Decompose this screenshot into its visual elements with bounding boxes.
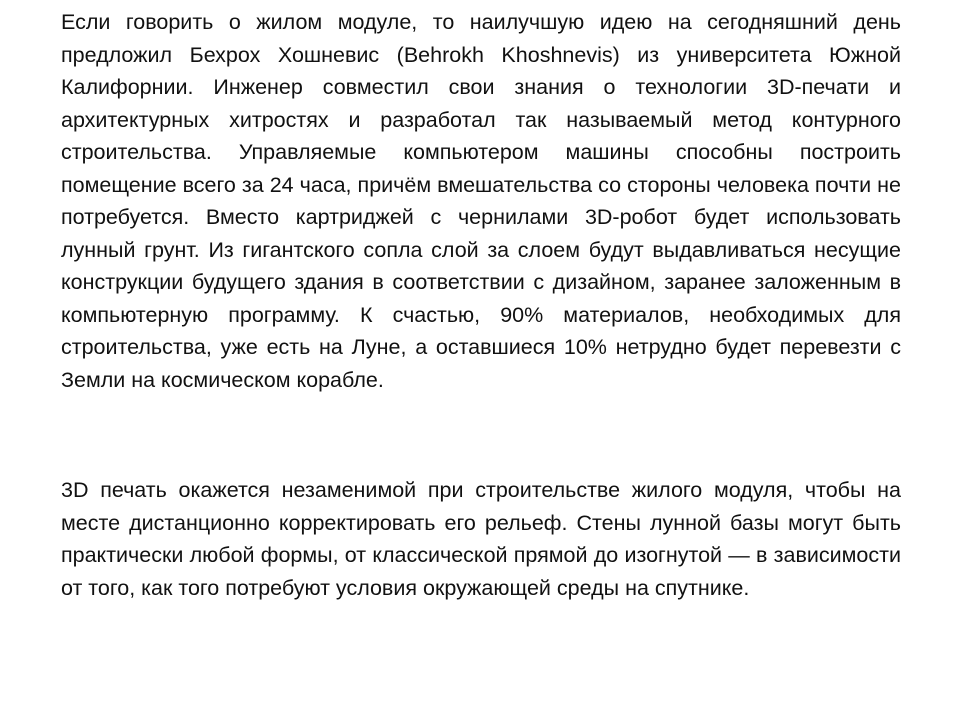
- paragraph-3d-printing-habitat: 3D печать окажется незаменимой при строительстве жилого модуля, чтобы на месте дистанционно корректировать его рельеф. Стены лунной базы могут быть практически любой формы, от классической прямой до изогнутой — в зависимости от того, как того потребуют условия окружающей среды на спутнике.: [61, 478, 901, 600]
- paragraph-contour-construction: Если говорить о жилом модуле, то наилучшую идею на сегодняшний день предложил Бехрох Хошневис (Behrokh Khoshnevis) из университета Южной Калифорнии. Инженер совместил свои знания о технологии 3D-печати и архитектурных хитростях и разработал так называемый метод контурного строительства. Управляемые компьютером машины способны построить помещение всего за 24 часа, причём вмешательства со стороны человека почти не потребуется. Вместо картриджей с чернилами 3D-робот будет использовать лунный грунт. Из гигантского сопла слой за слоем будут выдавливаться несущие конструкции будущего здания в соответствии с дизайном, заранее заложенным в компьютерную программу. К счастью, 90% материалов, необходимых для строительства, уже есть на Луне, а оставшиеся 10% нетрудно будет перевезти с Земли на космическом корабле.: [61, 10, 901, 392]
